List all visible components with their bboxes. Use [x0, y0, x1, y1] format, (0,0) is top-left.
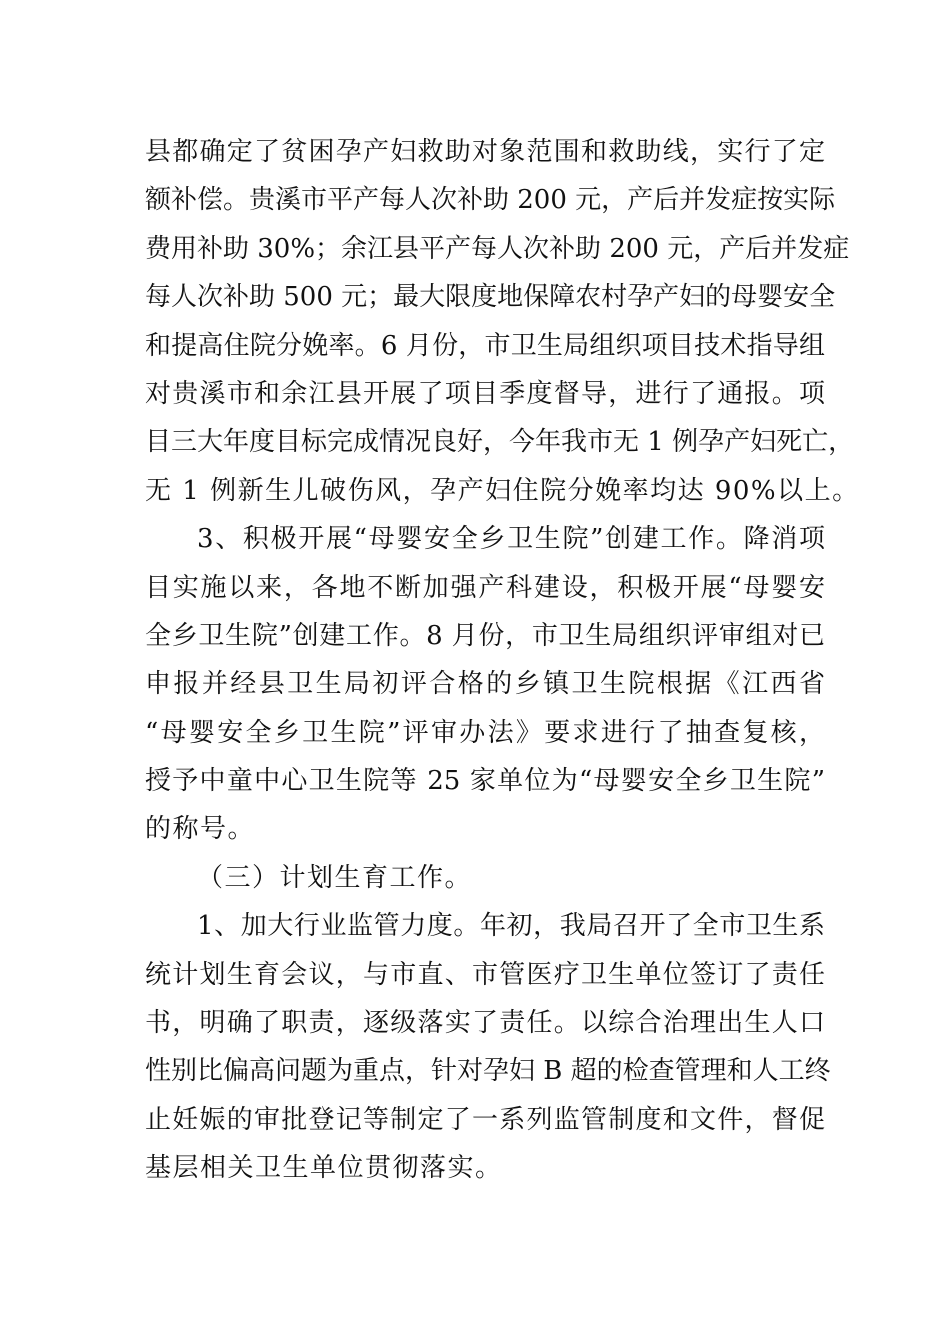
- text-line: 的称号。: [145, 814, 256, 845]
- text-line: 和提高住院分娩率。6 月份，市卫生局组织项目技术指导组: [145, 330, 825, 361]
- text-line: 申报并经县卫生局初评合格的乡镇卫生院根据《江西省: [145, 669, 825, 700]
- text-line: 统计划生育会议，与市直、市管医疗卫生单位签订了责任: [145, 959, 825, 990]
- body-text: [145, 128, 860, 1193]
- text-line: 费用补助 30%；余江县平产每人次补助 200 元，产后并发症: [145, 233, 850, 264]
- text-line: 书，明确了职责，逐级落实了责任。以综合治理出生人口: [145, 1008, 825, 1039]
- text-line: 对贵溪市和余江县开展了项目季度督导，进行了通报。项: [145, 378, 825, 409]
- section-heading: （三）计划生育工作。: [197, 862, 473, 893]
- text-line: 县都确定了贫困孕产妇救助对象范围和救助线，实行了定: [145, 137, 825, 167]
- text-line: 性别比偏高问题为重点，针对孕妇 B 超的检查管理和人工终: [145, 1056, 831, 1087]
- text-line: 授予中童中心卫生院等 25 家单位为“母婴安全乡卫生院”: [145, 766, 825, 797]
- text-line: 每人次补助 500 元；最大限度地保障农村孕产妇的母婴安全: [145, 282, 836, 313]
- text-line: 基层相关卫生单位贯彻落实。: [145, 1153, 503, 1184]
- paragraph-start-line: 1、加大行业监管力度。年初，我局召开了全市卫生系: [197, 911, 825, 942]
- text-line: 目实施以来，各地不断加强产科建设，积极开展“母婴安: [145, 572, 825, 603]
- text-line: 全乡卫生院”创建工作。8 月份，市卫生局组织评审组对已: [145, 620, 825, 651]
- text-line: 无 1 例新生儿破伤风，孕产妇住院分娩率均达 90%以上。: [145, 475, 860, 506]
- text-line: “母婴安全乡卫生院”评审办法》要求进行了抽查复核，: [145, 717, 825, 748]
- text-line: 额补偿。贵溪市平产每人次补助 200 元，产后并发症按实际: [145, 185, 836, 216]
- text-line: 止妊娠的审批登记等制定了一系列监管制度和文件，督促: [145, 1104, 825, 1135]
- text-line: 目三大年度目标完成情况良好，今年我市无 1 例孕产妇死亡，: [145, 427, 855, 458]
- paragraph-start-line: 3、积极开展“母婴安全乡卫生院”创建工作。降消项: [197, 524, 825, 555]
